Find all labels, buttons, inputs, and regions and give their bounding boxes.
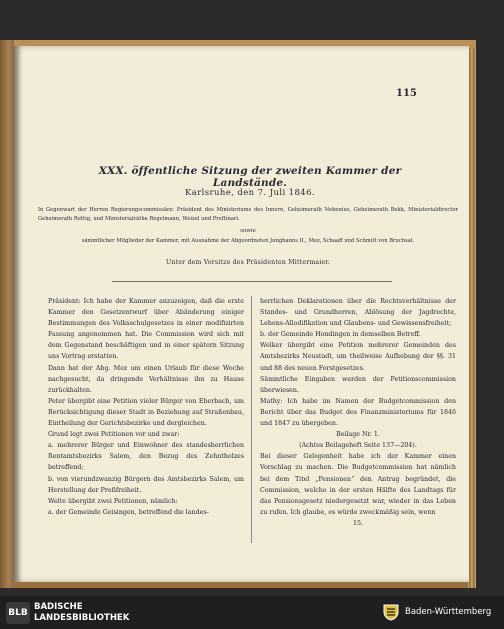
header-rule xyxy=(112,281,392,282)
paragraph: herrlichen Deklarationen über die Rechtsverhältnisse der Standes- und Grundherren, Ablösung der Jagdrechte, Lehens-Allodifikation und Glaubens- und Gewissensfreiheit; xyxy=(260,298,456,328)
coat-of-arms-icon xyxy=(381,602,401,622)
paragraph: b. von vierundzwanzig Bürgern des Amtsbezirks Salem, um Herstellung der Preßfreiheit. xyxy=(48,475,244,494)
dateline: Karlsruhe, den 7. Juli 1846. xyxy=(184,188,316,198)
paragraph: Bei dieser Gelegenheit habe ich der Kammer einen Vorschlag zu machen. Die Budgetcommission hat nämlich bei dem Titel „Pensionen“ den Antrag begründet, die Commission, welche in der ersten Hälfte des Landtags für das Pensionsgesetz niedergesetzt war, wieder in das Leben zu rufen. Ich glaube, es würde zweckmäßig sein, wenn xyxy=(260,453,456,516)
signature-mark: 15. xyxy=(352,519,363,527)
presidency-line: Unter dem Vorsitze des Präsidenten Mittermaier. xyxy=(165,259,331,266)
right-column xyxy=(260,296,456,529)
members-note: sämmtlicher Mitglieder der Kammer, mit Ausnahme der Abgeordneten Junghanns II., Mez, Schaaff und Schmitt von Bruchsal. xyxy=(81,238,415,244)
page-number: 115 xyxy=(396,88,417,99)
paragraph: Grund legt zwei Petitionen vor und zwar: xyxy=(48,431,180,439)
paragraph: (Achtes Beilageheft Seite 137—204). xyxy=(299,442,417,450)
sowie-label: sowie xyxy=(240,228,256,234)
paragraph: Dann hat der Abg. Mez um einen Urlaub für diese Woche nachgesucht, da dringende Verhältnisse ihn zu Hause zurückhalten. xyxy=(48,364,244,394)
blb-name[interactable] xyxy=(34,602,129,624)
paragraph: Präsident: Ich habe der Kammer anzuzeigen, daß die erste Kammer den Gesetzentwurf über Abänderung einiger Bestimmungen des Volksschulgesetzes in einer modifizirten Fassung angenommen hat. Die Commission wird sich mit dem Gegenstand beschäftigen und in einer spätern Sitzung uns Vortrag erstatten. xyxy=(48,298,244,361)
paragraph: Sämmtliche Eingaben werden der Petitionscommission überwiesen. xyxy=(260,375,456,394)
paragraph: Peter übergibt eine Petition vieler Bürger von Eberbach, um Berücksichtigung dieser Stadt in Beziehung auf Straßenbau, Eintheilung der Gerichtsbezirke und dergleichen. xyxy=(48,397,244,428)
column-divider xyxy=(251,296,252,543)
book-spine xyxy=(0,40,14,588)
session-title: XXX. öffentliche Sitzung der zweiten Kammer der Landstände. xyxy=(98,165,402,189)
paragraph: b. der Gemeinde Hondingen in demselben Betreff. xyxy=(260,331,421,339)
attendance-note: In Gegenwart der Herren Regierungscommissäre: Präsident des Ministeriums des Innern, Geheimerath Nebenius, Geheimerath Bekk, Ministerialdirector Geheimerath Rettig, und Ministerialräthe Regelmann, Weizel und Preftinari. xyxy=(38,207,458,222)
blb-name-line: LANDESBIBLIOTHEK xyxy=(34,613,130,623)
page-gutter-shadow xyxy=(14,46,22,582)
bw-name[interactable]: Baden-Württemberg xyxy=(405,607,492,617)
paragraph: Beilage Nr. 1. xyxy=(336,431,380,439)
paragraph: a. mehrerer Bürger und Einwohner des standesherrlichen Rentamtsbezirks Salem, den Bezug des Zehntholzes betreffend; xyxy=(48,442,244,472)
coat-of-arms-icon[interactable] xyxy=(380,601,402,623)
book-page-edges xyxy=(468,48,476,588)
blb-logo[interactable]: BLB xyxy=(6,602,30,624)
left-column xyxy=(48,296,244,518)
paragraph: Mathy: Ich habe im Namen der Budgetcommission den Bericht über das Budget des Finanzministeriums für 1846 und 1847 zu übergeben. xyxy=(260,397,456,428)
paragraph: a. der Gemeinde Geisingen, betreffend die landes- xyxy=(48,508,209,516)
blb-name-line: BADISCHE xyxy=(34,602,83,612)
paragraph: Welte übergibt zwei Petitionen, nämlich: xyxy=(48,497,178,505)
paragraph: Welker übergibt eine Petition mehrerer Gemeinden des Amtsbezirks Neustadt, um theilweise Aufhebung der §§. 31 und 88 des neuen Forstgesetzes. xyxy=(260,342,456,372)
